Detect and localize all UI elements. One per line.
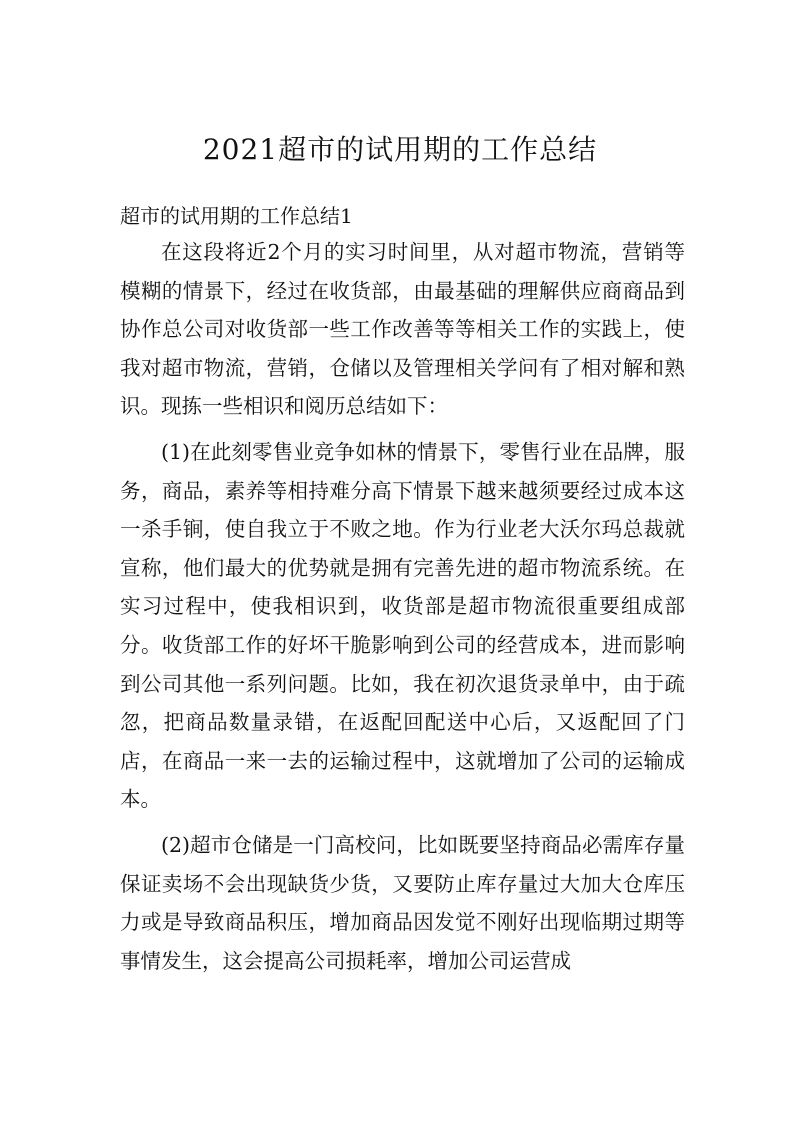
paragraph-point-2: (2)超市仓储是一门高校问，比如既要坚持商品必需库存量保证卖场不会出现缺货少货，又要防止库存量过大加大仓库压力或是导致商品积压，增加商品因发觉不刚好出现临期过期等事情发生，这会提高公司损耗率，增加公司运营成 xyxy=(120,832,685,973)
paragraph-point-1: (1)在此刻零售业竞争如林的情景下，零售行业在品牌，服务，商品，素养等相持难分高下情景下越来越须要经过成本这一杀手锏，使自我立于不败之地。作为行业老大沃尔玛总裁就宣称，他们最大的优势就是拥有完善先进的超市物流系统。在实习过程中，使我相识到，收货部是超市物流很重要组成部分。收货部工作的好坏干脆影响到公司的经营成本，进而影响到公司其他一系列问题。比如，我在初次退货录单中，由于疏忽，把商品数量录错，在返配回配送中心后，又返配回了门店，在商品一来一去的运输过程中，这就增加了公司的运输成本。 xyxy=(120,439,685,812)
document-title: 2021超市的试用期的工作总结 xyxy=(202,133,598,166)
document-body xyxy=(120,233,685,980)
paragraph-intro: 在这段将近2个月的实习时间里，从对超市物流，营销等模糊的情景下，经过在收货部，由最基础的理解供应商商品到协作总公司对收货部一些工作改善等等相关工作的实践上，使我对超市物流，营销，仓储以及管理相关学问有了相对解和熟识。现拣一些相识和阅历总结如下： xyxy=(120,240,685,419)
section-heading: 超市的试用期的工作总结1 xyxy=(120,204,353,228)
